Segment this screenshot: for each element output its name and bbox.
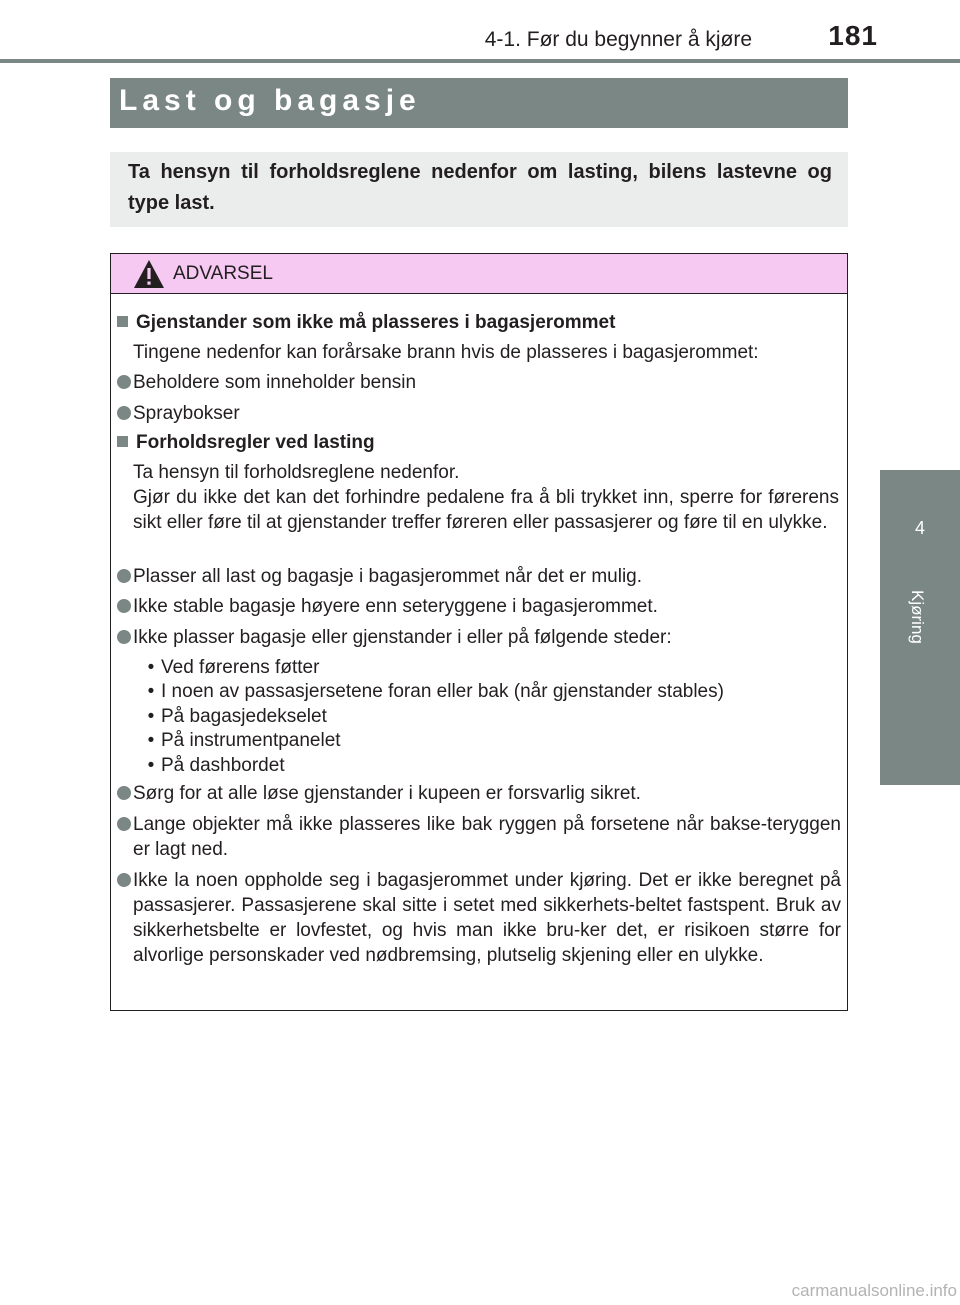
warning-title: ADVARSEL [173, 263, 273, 284]
sub-list-item: • På dashbordet [147, 754, 285, 776]
round-bullet-icon [117, 406, 131, 420]
round-bullet-icon [117, 873, 131, 887]
section-heading: Forholdsregler ved lasting [117, 432, 375, 454]
round-bullet-icon [117, 817, 131, 831]
square-bullet-icon [117, 316, 128, 327]
round-bullet-icon [117, 375, 131, 389]
section-text: Tingene nedenfor kan forårsake brann hvis de plasseres i bagasjerommet: [133, 342, 759, 363]
section-text: Ta hensyn til forholdsreglene nedenfor. [133, 462, 460, 483]
intro-text: Ta hensyn til forholdsreglene nedenfor om lasting, bilens lastevne og type last. [128, 161, 832, 214]
sub-list-item: • I noen av passasjersetene foran eller bak (når gjenstander stables) [147, 681, 724, 703]
list-item: Ikke la noen oppholde seg i bagasjerommet under kjøring. Det er ikke beregnet på passasjerer. Passasjerene skal sitte i setet med sikkerhets-beltet fastspent. Bruk av sikkerhetsbelte er lovfestet, og hvis man ikke bru-ker det, er risikoen større for alvorlige personskader ved nødbremsing, plutselig skjening eller en ulykke. [117, 868, 841, 968]
chapter-label: Kjøring [908, 590, 927, 644]
round-bullet-icon [117, 569, 131, 583]
title-bar [110, 78, 848, 128]
list-item: Ikke plasser bagasje eller gjenstander i eller på følgende steder: [117, 625, 841, 650]
chapter-number: 4 [914, 518, 925, 538]
page-title: Last og bagasje [119, 84, 421, 117]
header-rule [0, 59, 960, 63]
round-bullet-icon [117, 630, 131, 644]
section-heading: Gjenstander som ikke må plasseres i bagasjerommet [117, 312, 615, 334]
list-item: Beholdere som inneholder bensin [117, 370, 841, 395]
list-item: Lange objekter må ikke plasseres like bak ryggen på forsetene når bakse-teryggen er lagt ned. [117, 812, 841, 862]
section-label: 4-1. Før du begynner å kjøre [484, 28, 752, 51]
sub-list-item: • På bagasjedekselet [147, 705, 327, 727]
page-header [0, 0, 960, 64]
watermark: carmanualsonline.info [791, 1281, 957, 1300]
round-bullet-icon [117, 599, 131, 613]
chapter-side-tab [880, 470, 960, 785]
list-item: Sørg for at alle løse gjenstander i kupeen er forsvarlig sikret. [117, 781, 841, 806]
sub-list-item: • På instrumentpanelet [147, 730, 341, 752]
list-item: Spraybokser [117, 401, 841, 426]
square-bullet-icon [117, 436, 128, 447]
list-item: Ikke stable bagasje høyere enn seteryggene i bagasjerommet. [117, 594, 841, 619]
section-text: Gjør du ikke det kan det forhindre pedalene fra å bli trykket inn, sperre for førerens sikt eller føre til at gjenstander treffer føreren eller passasjerer og føre til en ulykke. [133, 487, 839, 533]
page-number: 181 [828, 20, 878, 51]
sub-list-item: • Ved førerens føtter [147, 657, 320, 678]
warning-header [111, 254, 847, 294]
warning-triangle-icon [133, 259, 165, 289]
warning-box [110, 253, 848, 1011]
intro-box [110, 152, 848, 227]
list-item: Plasser all last og bagasje i bagasjerommet når det er mulig. [117, 564, 841, 589]
round-bullet-icon [117, 786, 131, 800]
sub-list [141, 656, 841, 778]
